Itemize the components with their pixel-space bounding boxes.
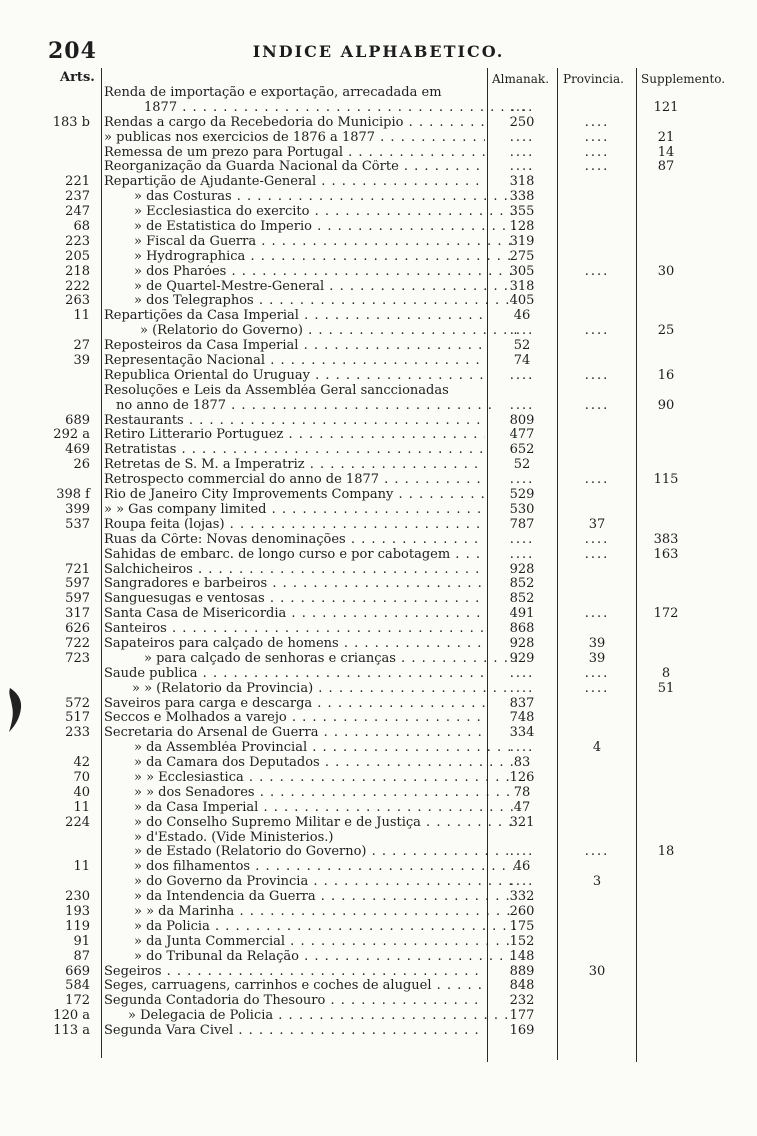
entry-description: Restaurants . . . bbox=[104, 414, 485, 429]
article-number: 469 bbox=[65, 442, 90, 458]
index-row bbox=[0, 950, 757, 965]
almanak-page: 169 bbox=[509, 1023, 535, 1039]
entry-description: Segunda Contadoria do Thesouro . . . bbox=[104, 994, 485, 1009]
almanak-page: 405 bbox=[509, 293, 535, 309]
almanak-page: 809 bbox=[509, 412, 535, 428]
index-row bbox=[0, 726, 757, 741]
almanak-page: 748 bbox=[509, 710, 535, 726]
index-row bbox=[0, 190, 757, 205]
article-number: 230 bbox=[65, 889, 90, 905]
almanak-page: 74 bbox=[513, 353, 531, 369]
provincia-page: .... bbox=[584, 472, 610, 488]
index-row bbox=[0, 994, 757, 1009]
entry-description: Salchicheiros . . . bbox=[104, 563, 485, 578]
index-row bbox=[0, 563, 757, 578]
almanak-page: 126 bbox=[509, 769, 535, 785]
article-number: 205 bbox=[65, 248, 90, 264]
almanak-page: .... bbox=[509, 397, 535, 413]
entry-description: » (Relatorio do Governo) . . . bbox=[104, 324, 521, 339]
almanak-page: 250 bbox=[509, 114, 535, 130]
supplemento-page: 14 bbox=[657, 144, 675, 160]
provincia-page: .... bbox=[584, 546, 610, 562]
index-row bbox=[0, 890, 757, 905]
index-row bbox=[0, 935, 757, 950]
almanak-page: 318 bbox=[509, 278, 535, 294]
provincia-page: .... bbox=[584, 844, 610, 860]
supplemento-page: 18 bbox=[657, 844, 675, 860]
almanak-page: .... bbox=[509, 874, 535, 890]
almanak-page: 652 bbox=[509, 442, 535, 458]
article-number: 26 bbox=[73, 457, 90, 473]
column-header-supplemento: Supplemento. bbox=[641, 72, 726, 86]
entry-description: » da Intendencia da Guerra . . . bbox=[104, 890, 515, 905]
provincia-page: .... bbox=[584, 263, 610, 279]
article-number: 597 bbox=[65, 591, 90, 607]
entry-description: » » dos Senadores . . . bbox=[104, 786, 515, 801]
almanak-page: .... bbox=[509, 472, 535, 488]
almanak-page: 83 bbox=[513, 755, 531, 771]
almanak-page: 177 bbox=[509, 1008, 535, 1024]
entry-description: Representação Nacional . . . bbox=[104, 354, 485, 369]
index-row bbox=[0, 518, 757, 533]
entry-description: » da Policia . . . bbox=[104, 920, 515, 935]
supplemento-page: 8 bbox=[661, 665, 671, 681]
entry-description: 1877 . . . bbox=[104, 101, 525, 116]
article-number: 68 bbox=[73, 219, 90, 235]
almanak-page: 529 bbox=[509, 487, 535, 503]
entry-description: Sahidas de embarc. de longo curso e por cabotagem . . . bbox=[104, 548, 485, 563]
index-row bbox=[0, 577, 757, 592]
index-row bbox=[0, 965, 757, 980]
almanak-page: 332 bbox=[509, 889, 535, 905]
almanak-page: 232 bbox=[509, 993, 535, 1009]
entry-description: Santa Casa de Misericordia . . . bbox=[104, 607, 485, 622]
index-row bbox=[0, 741, 757, 756]
entry-description: Resoluções e Leis da Assembléa Geral sanccionadas bbox=[104, 383, 449, 398]
provincia-page: .... bbox=[584, 531, 610, 547]
index-row bbox=[0, 235, 757, 250]
almanak-page: 787 bbox=[509, 516, 535, 532]
article-number: 263 bbox=[65, 293, 90, 309]
entry-description: » do Governo da Provincia . . . bbox=[104, 875, 515, 890]
index-row bbox=[0, 548, 757, 563]
almanak-page: 491 bbox=[509, 606, 535, 622]
article-number: 517 bbox=[65, 710, 90, 726]
article-number: 39 bbox=[73, 353, 90, 369]
almanak-page: 260 bbox=[509, 903, 535, 919]
almanak-page: .... bbox=[509, 144, 535, 160]
article-number: 317 bbox=[65, 606, 90, 622]
index-row bbox=[0, 652, 757, 667]
supplemento-page: 25 bbox=[657, 323, 675, 339]
index-row bbox=[0, 116, 757, 131]
almanak-page: .... bbox=[509, 680, 535, 696]
almanak-page: .... bbox=[509, 99, 535, 115]
almanak-page: 52 bbox=[513, 338, 531, 354]
provincia-page: 3 bbox=[592, 874, 602, 890]
index-row bbox=[0, 131, 757, 146]
entry-description: » de Estatistica do Imperio . . . bbox=[104, 220, 515, 235]
provincia-page: 30 bbox=[588, 963, 606, 979]
page-number: 204 bbox=[48, 38, 97, 64]
provincia-page: .... bbox=[584, 323, 610, 339]
entry-description: » de Estado (Relatorio do Governo) . . . bbox=[104, 845, 515, 860]
index-row bbox=[0, 979, 757, 994]
entry-description: Segunda Vara Civel . . . bbox=[104, 1024, 485, 1039]
entry-description: » dos filhamentos . . . bbox=[104, 860, 515, 875]
provincia-page: .... bbox=[584, 144, 610, 160]
entry-description: » » da Marinha . . . bbox=[104, 905, 515, 920]
entry-description: » Ecclesiastica do exercito . . . bbox=[104, 205, 515, 220]
article-number: 584 bbox=[65, 978, 90, 994]
article-number: 70 bbox=[73, 769, 90, 785]
entry-description: » dos Pharóes . . . bbox=[104, 265, 515, 280]
index-row bbox=[0, 771, 757, 786]
almanak-page: 275 bbox=[509, 248, 535, 264]
almanak-page: 477 bbox=[509, 427, 535, 443]
entry-description: » Hydrographica . . . bbox=[104, 250, 515, 265]
provincia-page: .... bbox=[584, 680, 610, 696]
index-row bbox=[0, 175, 757, 190]
article-number: 398 f bbox=[56, 487, 90, 503]
supplemento-page: 30 bbox=[657, 263, 675, 279]
almanak-page: 848 bbox=[509, 978, 535, 994]
entry-description: no anno de 1877 . . . bbox=[104, 399, 497, 414]
index-row bbox=[0, 265, 757, 280]
index-row bbox=[0, 160, 757, 175]
index-row bbox=[0, 473, 757, 488]
almanak-page: .... bbox=[509, 531, 535, 547]
almanak-page: .... bbox=[509, 367, 535, 383]
article-number: 11 bbox=[73, 859, 90, 875]
provincia-page: 4 bbox=[592, 740, 602, 756]
almanak-page: 355 bbox=[509, 204, 535, 220]
entry-description: » » Gas company limited . . . bbox=[104, 503, 485, 518]
index-row bbox=[0, 309, 757, 324]
provincia-page: .... bbox=[584, 129, 610, 145]
entry-description: Sapateiros para calçado de homens . . . bbox=[104, 637, 485, 652]
almanak-page: .... bbox=[509, 844, 535, 860]
almanak-page: 837 bbox=[509, 695, 535, 711]
index-row bbox=[0, 503, 757, 518]
article-number: 183 b bbox=[52, 114, 90, 130]
entry-description: Seccos e Molhados a varejo . . . bbox=[104, 711, 485, 726]
index-row bbox=[0, 1024, 757, 1039]
index-row bbox=[0, 101, 757, 116]
index-row bbox=[0, 369, 757, 384]
article-number: 223 bbox=[65, 233, 90, 249]
supplemento-page: 87 bbox=[657, 159, 675, 175]
supplemento-page: 115 bbox=[653, 472, 679, 488]
index-row bbox=[0, 414, 757, 429]
entry-description: Reorganização da Guarda Nacional da Côrte . . . bbox=[104, 160, 485, 175]
page-title: INDICE ALPHABETICO. bbox=[252, 42, 505, 61]
entry-description: Repartição de Ajudante-General . . . bbox=[104, 175, 485, 190]
entry-description: » para calçado de senhoras e crianças . . . bbox=[104, 652, 525, 667]
almanak-page: 128 bbox=[509, 219, 535, 235]
article-number: 721 bbox=[65, 561, 90, 577]
article-number: 723 bbox=[65, 650, 90, 666]
index-row bbox=[0, 250, 757, 265]
index-row bbox=[0, 1009, 757, 1024]
almanak-page: .... bbox=[509, 665, 535, 681]
almanak-page: 148 bbox=[509, 948, 535, 964]
almanak-page: .... bbox=[509, 546, 535, 562]
article-number: 113 a bbox=[53, 1023, 90, 1039]
article-number: 237 bbox=[65, 189, 90, 205]
entry-description: » Fiscal da Guerra . . . bbox=[104, 235, 515, 250]
article-number: 11 bbox=[73, 308, 90, 324]
entry-description: » de Quartel-Mestre-General . . . bbox=[104, 280, 515, 295]
entry-description: Reposteiros da Casa Imperial . . . bbox=[104, 339, 485, 354]
entry-description: » da Assembléa Provincial . . . bbox=[104, 741, 515, 756]
entry-description: Secretaria do Arsenal de Guerra . . . bbox=[104, 726, 485, 741]
column-header-provincia: Provincia. bbox=[563, 72, 624, 86]
article-number: 27 bbox=[73, 338, 90, 354]
article-number: 40 bbox=[73, 784, 90, 800]
entry-description: » da Junta Commercial . . . bbox=[104, 935, 515, 950]
index-row bbox=[0, 637, 757, 652]
entry-description: » » (Relatorio da Provincia) . . . bbox=[104, 682, 513, 697]
index-row bbox=[0, 622, 757, 637]
almanak-page: 175 bbox=[509, 918, 535, 934]
article-number: 537 bbox=[65, 516, 90, 532]
supplemento-page: 121 bbox=[653, 99, 679, 115]
index-row bbox=[0, 280, 757, 295]
entry-description: Saveiros para carga e descarga . . . bbox=[104, 697, 485, 712]
entry-description: » da Casa Imperial . . . bbox=[104, 801, 515, 816]
almanak-page: 852 bbox=[509, 591, 535, 607]
supplemento-page: 51 bbox=[657, 680, 675, 696]
supplemento-page: 383 bbox=[653, 531, 679, 547]
entry-description: Sanguesugas e ventosas . . . bbox=[104, 592, 485, 607]
index-row bbox=[0, 920, 757, 935]
entry-description: Segeiros . . . bbox=[104, 965, 485, 980]
index-row bbox=[0, 711, 757, 726]
almanak-page: 321 bbox=[509, 814, 535, 830]
almanak-page: .... bbox=[509, 323, 535, 339]
index-row bbox=[0, 607, 757, 622]
index-row bbox=[0, 667, 757, 682]
entry-description: » » Ecclesiastica . . . bbox=[104, 771, 515, 786]
almanak-page: .... bbox=[509, 740, 535, 756]
index-row bbox=[0, 697, 757, 712]
entry-description: Retrospecto commercial do anno de 1877 . . . bbox=[104, 473, 485, 488]
article-number: 91 bbox=[73, 933, 90, 949]
provincia-page: .... bbox=[584, 367, 610, 383]
article-number: 221 bbox=[65, 174, 90, 190]
index-row bbox=[0, 384, 757, 399]
entry-description: Renda de importação e exportação, arrecadada em bbox=[104, 86, 442, 100]
article-number: 42 bbox=[73, 755, 90, 771]
index-row bbox=[0, 458, 757, 473]
almanak-page: 47 bbox=[513, 799, 531, 815]
article-number: 222 bbox=[65, 278, 90, 294]
article-number: 172 bbox=[65, 993, 90, 1009]
almanak-page: 305 bbox=[509, 263, 535, 279]
almanak-page: 530 bbox=[509, 501, 535, 517]
almanak-page: 46 bbox=[513, 859, 531, 875]
article-number: 399 bbox=[65, 501, 90, 517]
index-row bbox=[0, 220, 757, 235]
provincia-page: .... bbox=[584, 606, 610, 622]
index-entries bbox=[0, 86, 757, 1039]
article-number: 572 bbox=[65, 695, 90, 711]
article-number: 597 bbox=[65, 576, 90, 592]
column-header-arts: Arts. bbox=[60, 70, 95, 85]
entry-description: Roupa feita (lojas) . . . bbox=[104, 518, 485, 533]
index-row bbox=[0, 905, 757, 920]
provincia-page: .... bbox=[584, 159, 610, 175]
index-row bbox=[0, 533, 757, 548]
entry-description: Rendas a cargo da Recebedoria do Municipio . . . bbox=[104, 116, 485, 131]
article-number: 233 bbox=[65, 725, 90, 741]
article-number: 87 bbox=[73, 948, 90, 964]
article-number: 193 bbox=[65, 903, 90, 919]
index-row bbox=[0, 801, 757, 816]
almanak-page: 319 bbox=[509, 233, 535, 249]
entry-description: Retretas de S. M. a Imperatriz . . . bbox=[104, 458, 485, 473]
entry-description: Santeiros . . . bbox=[104, 622, 485, 637]
provincia-page: .... bbox=[584, 665, 610, 681]
entry-description: » do Conselho Supremo Militar e de Justiça . . . bbox=[104, 816, 515, 831]
entry-description: Sangradores e barbeiros . . . bbox=[104, 577, 485, 592]
provincia-page: 39 bbox=[588, 650, 606, 666]
article-number: 626 bbox=[65, 621, 90, 637]
index-row bbox=[0, 86, 757, 101]
entry-description: » d'Estado. (Vide Ministerios.) bbox=[134, 830, 334, 845]
index-row bbox=[0, 682, 757, 697]
ink-blot bbox=[6, 686, 24, 734]
almanak-page: 46 bbox=[513, 308, 531, 324]
index-row bbox=[0, 845, 757, 860]
supplemento-page: 172 bbox=[653, 606, 679, 622]
almanak-page: 928 bbox=[509, 561, 535, 577]
almanak-page: 928 bbox=[509, 635, 535, 651]
entry-description: Rio de Janeiro City Improvements Company . . . bbox=[104, 488, 485, 503]
almanak-page: 338 bbox=[509, 189, 535, 205]
index-row bbox=[0, 875, 757, 890]
article-number: 218 bbox=[65, 263, 90, 279]
entry-description: Seges, carruagens, carrinhos e coches de aluguel . . . bbox=[104, 979, 485, 994]
supplemento-page: 163 bbox=[653, 546, 679, 562]
index-row bbox=[0, 324, 757, 339]
index-row bbox=[0, 443, 757, 458]
entry-description: » da Camara dos Deputados . . . bbox=[104, 756, 515, 771]
provincia-page: .... bbox=[584, 114, 610, 130]
article-number: 722 bbox=[65, 635, 90, 651]
index-row bbox=[0, 146, 757, 161]
entry-description: Retratistas . . . bbox=[104, 443, 485, 458]
index-row bbox=[0, 592, 757, 607]
article-number: 247 bbox=[65, 204, 90, 220]
article-number: 11 bbox=[73, 799, 90, 815]
entry-description: » dos Telegraphos . . . bbox=[104, 294, 515, 309]
entry-description: » das Costuras . . . bbox=[104, 190, 515, 205]
almanak-page: 889 bbox=[509, 963, 535, 979]
entry-description: Republica Oriental do Uruguay . . . bbox=[104, 369, 485, 384]
entry-description: Repartições da Casa Imperial . . . bbox=[104, 309, 485, 324]
almanak-page: .... bbox=[509, 159, 535, 175]
almanak-page: .... bbox=[509, 129, 535, 145]
almanak-page: 868 bbox=[509, 621, 535, 637]
article-number: 119 bbox=[65, 918, 90, 934]
index-row bbox=[0, 428, 757, 443]
index-row bbox=[0, 756, 757, 771]
almanak-page: 78 bbox=[513, 784, 531, 800]
index-row bbox=[0, 339, 757, 354]
entry-description: Ruas da Côrte: Novas denominações . . . bbox=[104, 533, 485, 548]
entry-description: » publicas nos exercicios de 1876 a 1877 . . . bbox=[104, 131, 485, 146]
index-row bbox=[0, 831, 757, 846]
supplemento-page: 21 bbox=[657, 129, 675, 145]
entry-description: » Delegacia de Policia . . . bbox=[104, 1009, 509, 1024]
index-row bbox=[0, 488, 757, 503]
index-row bbox=[0, 354, 757, 369]
entry-description: Retiro Litterario Portuguez . . . bbox=[104, 428, 485, 443]
index-row bbox=[0, 786, 757, 801]
almanak-page: 52 bbox=[513, 457, 531, 473]
entry-description: Remessa de um prezo para Portugal . . . bbox=[104, 146, 485, 161]
entry-description: » do Tribunal da Relação . . . bbox=[104, 950, 515, 965]
index-row bbox=[0, 294, 757, 309]
article-number: 669 bbox=[65, 963, 90, 979]
almanak-page: 334 bbox=[509, 725, 535, 741]
article-number: 120 a bbox=[53, 1008, 90, 1024]
almanak-page: 318 bbox=[509, 174, 535, 190]
index-row bbox=[0, 399, 757, 414]
supplemento-page: 16 bbox=[657, 367, 675, 383]
column-header-almanak: Almanak. bbox=[492, 72, 550, 86]
almanak-page: 852 bbox=[509, 576, 535, 592]
provincia-page: 39 bbox=[588, 635, 606, 651]
entry-description: Saude publica . . . bbox=[104, 667, 485, 682]
provincia-page: .... bbox=[584, 397, 610, 413]
index-row bbox=[0, 860, 757, 875]
supplemento-page: 90 bbox=[657, 397, 675, 413]
almanak-page: 152 bbox=[509, 933, 535, 949]
article-number: 689 bbox=[65, 412, 90, 428]
index-row bbox=[0, 816, 757, 831]
article-number: 224 bbox=[65, 814, 90, 830]
index-row bbox=[0, 205, 757, 220]
almanak-page: 929 bbox=[509, 650, 535, 666]
provincia-page: 37 bbox=[588, 516, 606, 532]
article-number: 292 a bbox=[53, 427, 90, 443]
